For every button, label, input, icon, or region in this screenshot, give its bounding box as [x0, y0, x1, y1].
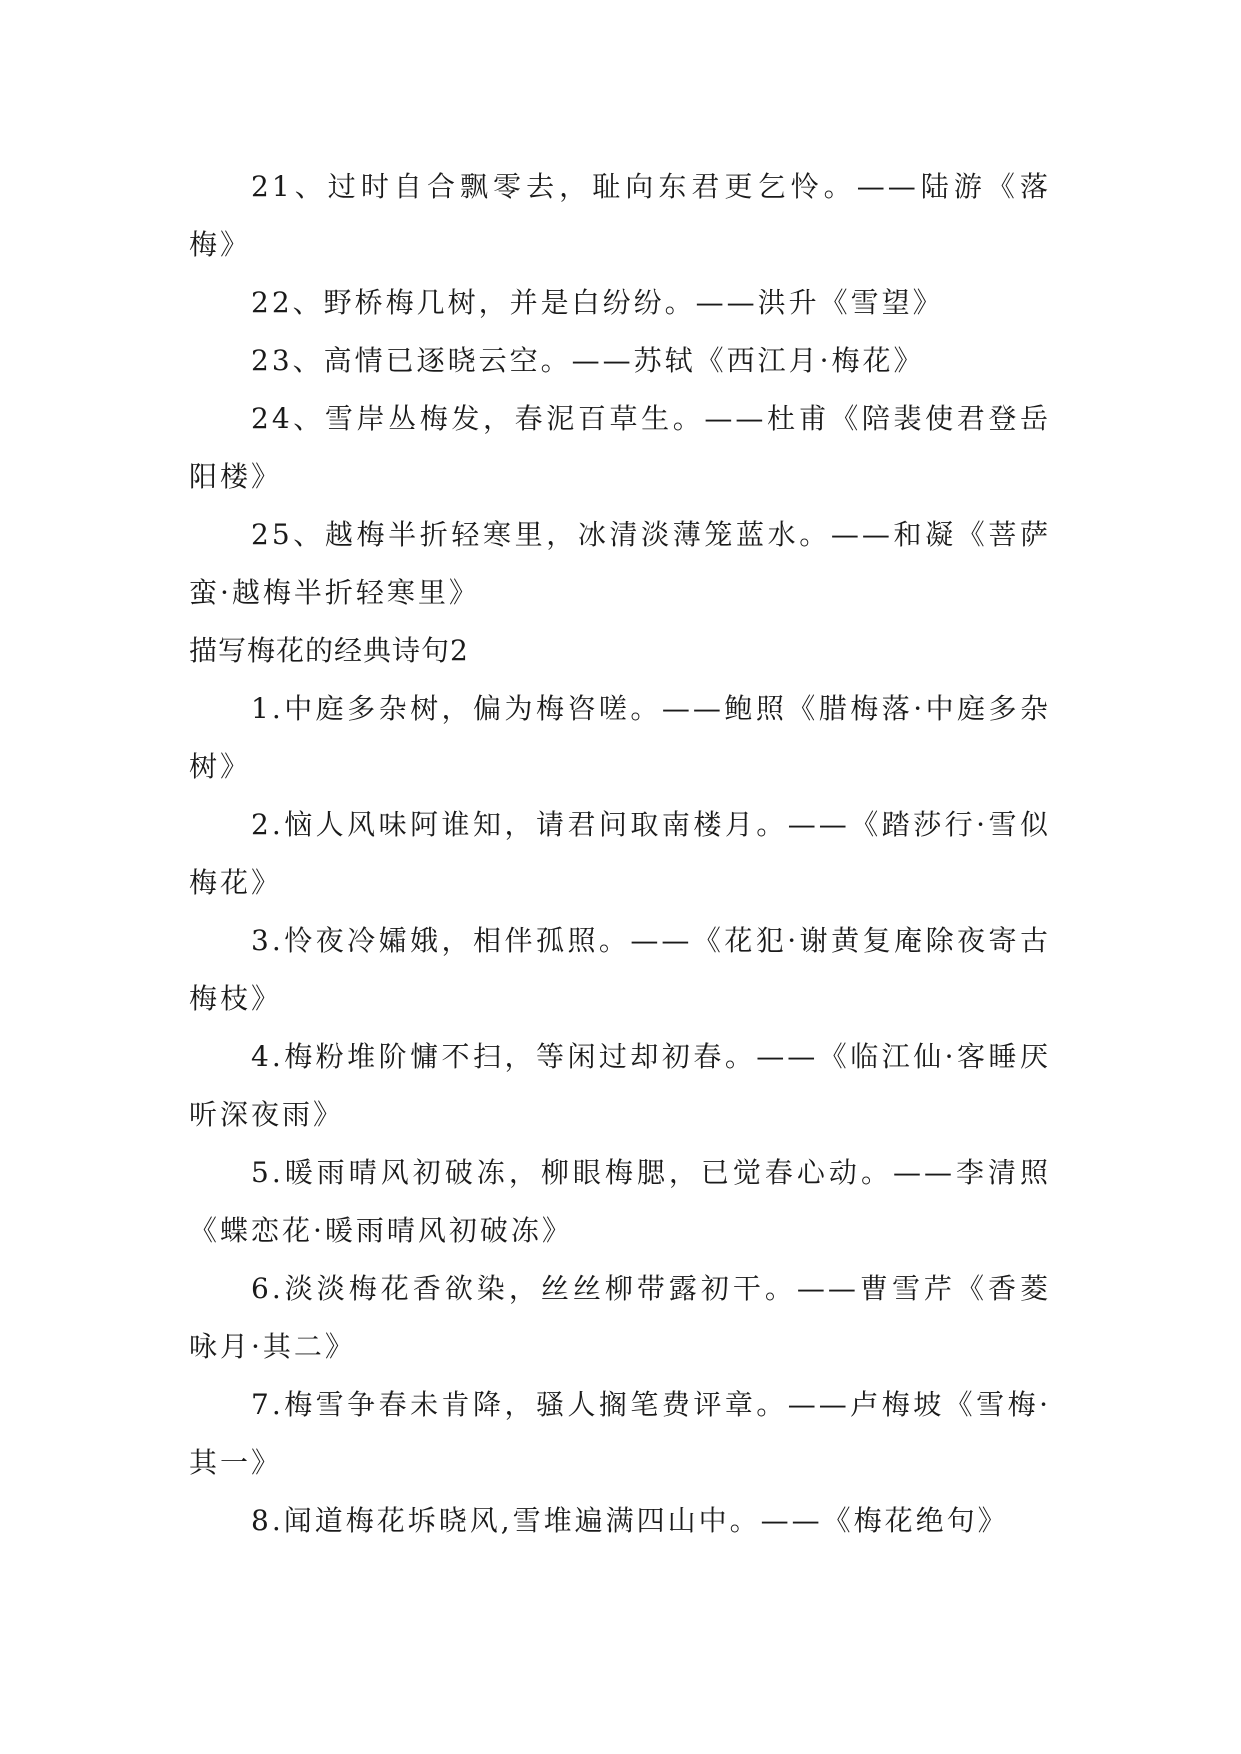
- poem-line-25: 25、越梅半折轻寒里，冰清淡薄笼蓝水。——和凝《菩萨蛮·越梅半折轻寒里》: [189, 518, 1051, 609]
- poem-line-3: 3.怜夜冷孀娥，相伴孤照。——《花犯·谢黄复庵除夜寄古梅枝》: [189, 924, 1051, 1015]
- poem-line-21: 21、过时自合飘零去，耻向东君更乞怜。——陆游《落梅》: [189, 170, 1051, 261]
- poem-line-5: 5.暖雨晴风初破冻，柳眼梅腮，已觉春心动。——李清照《蝶恋花·暖雨晴风初破冻》: [189, 1156, 1051, 1247]
- poem-line-4: 4.梅粉堆阶慵不扫，等闲过却初春。——《临江仙·客睡厌听深夜雨》: [189, 1040, 1051, 1131]
- poem-line-23: 23、高情已逐晓云空。——苏轼《西江月·梅花》: [251, 344, 925, 377]
- section-heading: 描写梅花的经典诗句2: [189, 634, 469, 667]
- poem-line-1: 1.中庭多杂树，偏为梅咨嗟。——鲍照《腊梅落·中庭多杂树》: [189, 692, 1051, 783]
- poem-line-6: 6.淡淡梅花香欲染，丝丝柳带露初干。——曹雪芹《香菱咏月·其二》: [189, 1272, 1051, 1363]
- poem-line-24: 24、雪岸丛梅发，春泥百草生。——杜甫《陪裴使君登岳阳楼》: [189, 402, 1051, 493]
- poem-line-8: 8.闻道梅花坼晓风,雪堆遍满四山中。——《梅花绝句》: [251, 1504, 1009, 1537]
- document-body: [189, 158, 1051, 1550]
- poem-line-22: 22、野桥梅几树，并是白纷纷。——洪升《雪望》: [251, 286, 944, 319]
- poem-line-2: 2.恼人风味阿谁知，请君问取南楼月。——《踏莎行·雪似梅花》: [189, 808, 1051, 899]
- poem-line-7: 7.梅雪争春未肯降，骚人搁笔费评章。——卢梅坡《雪梅·其一》: [189, 1388, 1051, 1479]
